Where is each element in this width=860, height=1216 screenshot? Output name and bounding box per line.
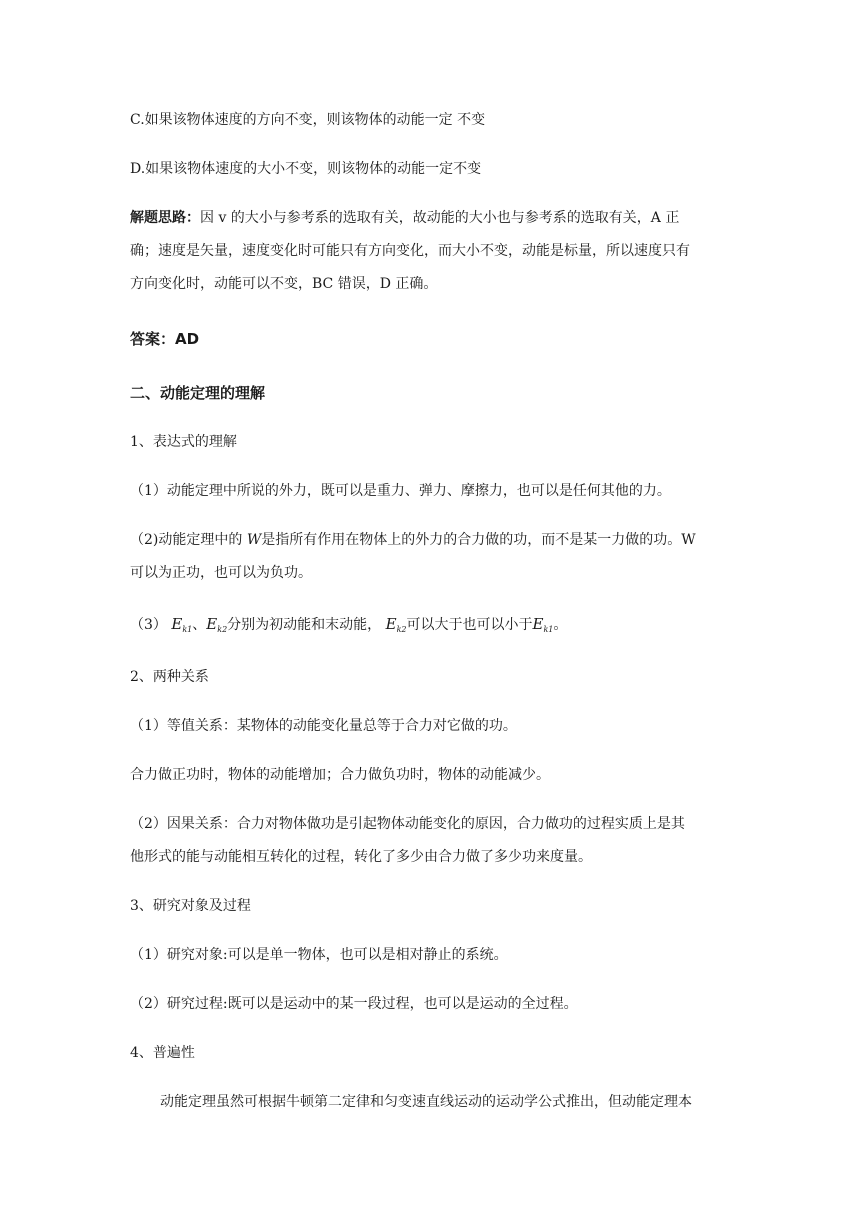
subsection-1-title: 1、表达式的理解 (130, 434, 237, 450)
subsection-4-title: 4、普遍性 (130, 1045, 195, 1061)
sub1-paragraph-1: （1）动能定理中所说的外力，既可以是重力、弹力、摩擦力，也可以是任何其他的力。 (130, 483, 671, 499)
sub1-p2-prefix: （2)动能定理中的 (130, 532, 247, 548)
solution-line-1 (130, 208, 679, 228)
sub1-p3-text-b: 分别为初动能和末动能， (227, 617, 382, 633)
ek1-symbol: $E_{k1}$ (171, 615, 193, 634)
solution-line-2: 确；速度是矢量，速度变化时可能只有方向变化，而大小不变，动能是标量，所以速度只有 (130, 243, 690, 259)
ek2-symbol: $E_{k2}$ (206, 615, 228, 634)
sub2-paragraph-2: 合力做正功时，物体的动能增加；合力做负功时，物体的动能减少。 (130, 767, 550, 783)
solution-label: 解题思路： (130, 210, 200, 226)
sub4-paragraph-1: 动能定理虽然可根据牛顿第二定律和匀变速直线运动的运动学公式推出，但动能定理本 (160, 1094, 692, 1110)
section-title: 二、动能定理的理解 (130, 384, 266, 402)
option-c: C.如果该物体速度的方向不变，则该物体的动能一定 不变 (130, 112, 486, 128)
sub2-paragraph-1: （1）等值关系：某物体的动能变化量总等于合力对它做的功。 (130, 718, 517, 734)
subsection-2-title: 2、两种关系 (130, 669, 209, 685)
subsection-3-title: 3、研究对象及过程 (130, 898, 251, 914)
sub1-p3-text-c: 可以大于也可以小于 (406, 617, 533, 633)
answer: 答案：AD (130, 330, 200, 348)
sub2-paragraph-3-line-2: 他形式的能与动能相互转化的过程，转化了多少由合力做了多少功来度量。 (130, 849, 592, 865)
ek1-symbol-2: $E_{k1}$ (532, 615, 554, 634)
sub1-p3-prefix: （3） (130, 617, 167, 633)
ek2-symbol-2: $E_{k2}$ (385, 615, 407, 634)
sub1-paragraph-2-line-1 (130, 530, 696, 550)
sub1-paragraph-3 (130, 614, 567, 640)
sub2-paragraph-3-line-1: （2）因果关系：合力对物体做功是引起物体动能变化的原因，合力做功的过程实质上是其 (130, 816, 685, 832)
sub1-p2-text: 是指所有作用在物体上的外力的合力做的功，而不是某一力做的功。W (261, 532, 696, 548)
sub3-paragraph-1: （1）研究对象:可以是单一物体，也可以是相对静止的系统。 (130, 947, 508, 963)
option-d: D.如果该物体速度的大小不变，则该物体的动能一定不变 (130, 161, 482, 177)
sub1-p3-end: 。 (553, 617, 568, 633)
sub1-paragraph-2-line-2: 可以为正功，也可以为负功。 (130, 565, 312, 581)
sub3-paragraph-2: （2）研究过程:既可以是运动中的某一段过程，也可以是运动的全过程。 (130, 996, 578, 1012)
work-symbol: W (246, 532, 262, 548)
solution-text-1: 因 v 的大小与参考系的选取有关，故动能的大小也与参考系的选取有关，A 正 (200, 210, 680, 226)
separator: 、 (192, 617, 207, 633)
solution-line-3: 方向变化时，动能可以不变，BC 错误，D 正确。 (130, 276, 438, 292)
